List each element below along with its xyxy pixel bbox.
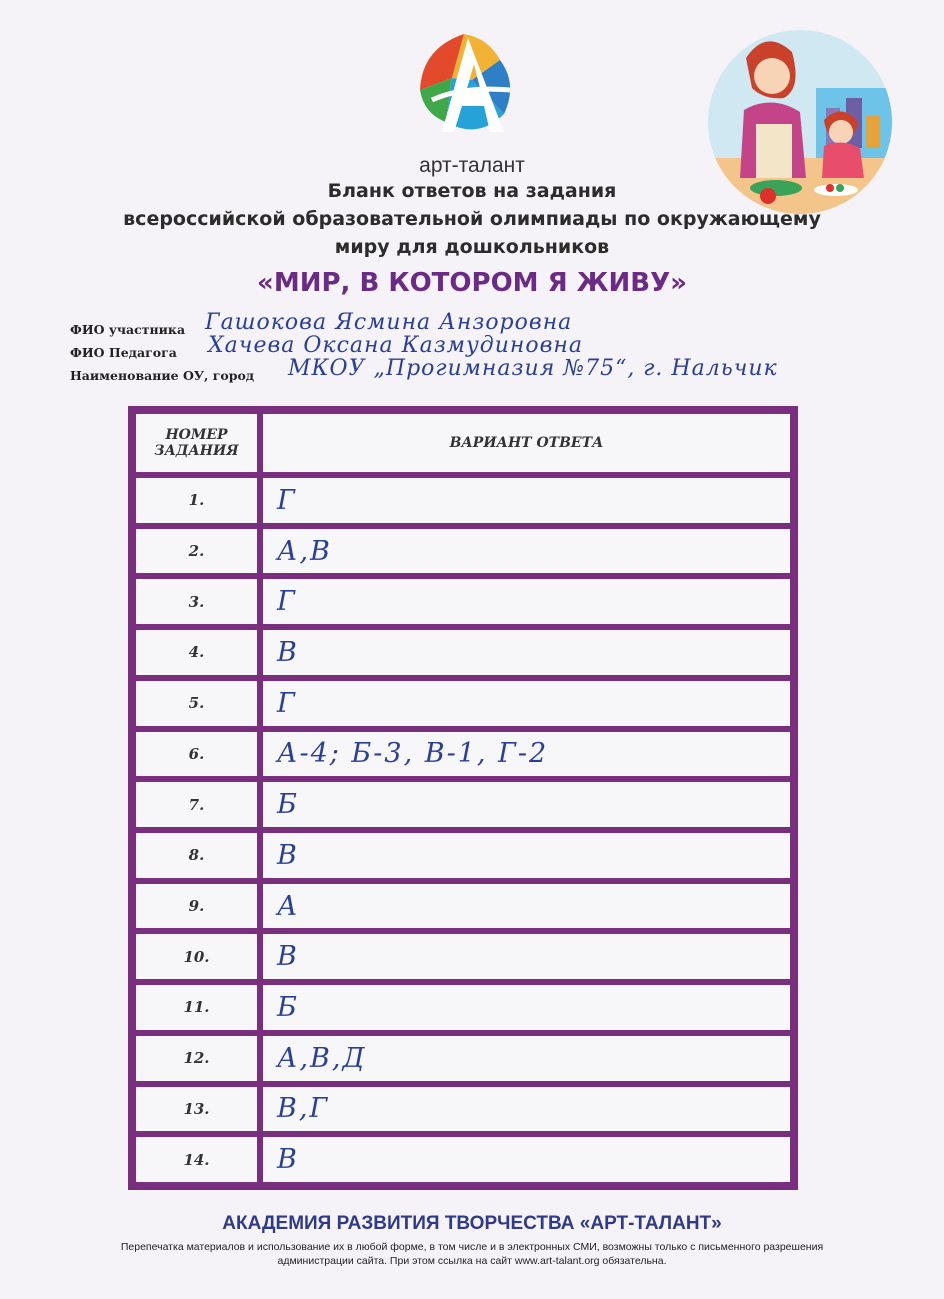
answer-table bbox=[128, 406, 798, 1190]
brand-name: арт-талант bbox=[419, 154, 525, 177]
task-answer: Г bbox=[263, 579, 790, 624]
task-answer: Г bbox=[263, 681, 790, 726]
column-header-answer: ВАРИАНТ ОТВЕТА bbox=[263, 414, 790, 472]
title-line-1: Бланк ответов на задания bbox=[327, 180, 617, 202]
title-line-3: миру для дошкольников bbox=[334, 236, 610, 258]
school-value: МКОУ „Прогимназия №75“, г. Нальчик bbox=[288, 356, 778, 381]
task-number: 10. bbox=[136, 934, 257, 979]
column-header-number: НОМЕР ЗАДАНИЯ bbox=[136, 414, 257, 472]
task-number: 14. bbox=[136, 1137, 257, 1182]
task-answer: В bbox=[263, 1137, 790, 1182]
task-answer: А,В bbox=[263, 529, 790, 574]
task-number: 12. bbox=[136, 1036, 257, 1081]
teacher-value: Хачева Оксана Казмудиновна bbox=[208, 333, 584, 358]
task-number: 3. bbox=[136, 579, 257, 624]
task-answer: В,Г bbox=[263, 1087, 790, 1132]
task-number: 8. bbox=[136, 833, 257, 878]
school-label: Наименование ОУ, город bbox=[70, 368, 255, 383]
task-number: 5. bbox=[136, 681, 257, 726]
task-answer: А-4; Б-3, В-1, Г-2 bbox=[263, 732, 790, 777]
olympiad-title: «МИР, В КОТОРОМ Я ЖИВУ» bbox=[257, 268, 687, 298]
task-number: 13. bbox=[136, 1087, 257, 1132]
task-answer: В bbox=[263, 934, 790, 979]
task-number: 11. bbox=[136, 985, 257, 1030]
participant-value: Гашокова Ясмина Анзоровна bbox=[205, 310, 573, 335]
footer-organization: АКАДЕМИЯ РАЗВИТИЯ ТВОРЧЕСТВА «АРТ-ТАЛАНТ» bbox=[222, 1213, 722, 1234]
teacher-label: ФИО Педагога bbox=[70, 345, 177, 360]
task-answer: В bbox=[263, 833, 790, 878]
task-number: 7. bbox=[136, 782, 257, 827]
task-number: 9. bbox=[136, 884, 257, 929]
task-answer: А,В,Д bbox=[263, 1036, 790, 1081]
task-answer: Б bbox=[263, 782, 790, 827]
task-answer: Г bbox=[263, 478, 790, 523]
task-number: 6. bbox=[136, 732, 257, 777]
title-line-2: всероссийской образовательной олимпиады по окружающему bbox=[123, 208, 821, 230]
task-number: 4. bbox=[136, 630, 257, 675]
task-number: 2. bbox=[136, 529, 257, 574]
task-answer: Б bbox=[263, 985, 790, 1030]
task-answer: В bbox=[263, 630, 790, 675]
task-number: 1. bbox=[136, 478, 257, 523]
footer-copyright-note: Перепечатка материалов и использование их в любой форме, в том числе и в электронных СМИ, возможны только с письменного разрешения администрации сайта. При этом ссылка на сайт www.art-talant.org обязательна. bbox=[120, 1241, 824, 1268]
task-answer: А bbox=[263, 884, 790, 929]
participant-label: ФИО участника bbox=[70, 322, 186, 337]
art-talant-logo bbox=[412, 28, 524, 146]
